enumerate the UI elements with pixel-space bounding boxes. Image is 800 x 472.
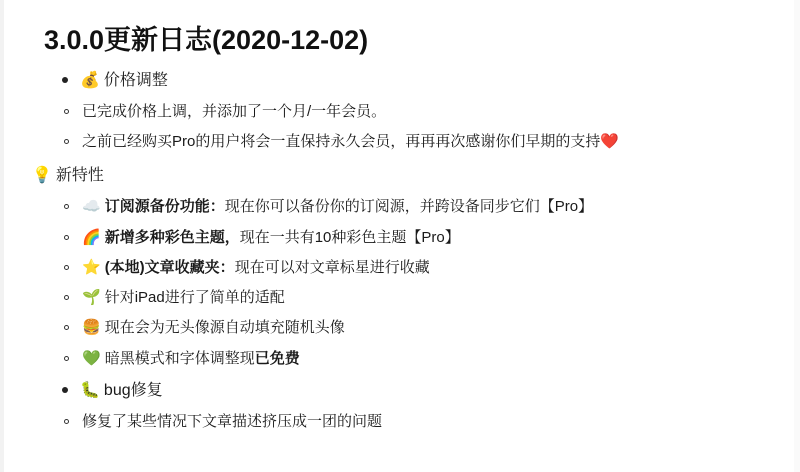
list-item-text: 现在可以对文章标星进行收藏 — [234, 258, 430, 276]
list-item — [62, 130, 776, 153]
feature-item-list — [24, 195, 776, 370]
left-margin-rule — [0, 0, 4, 472]
section-heading-bugfix — [60, 378, 776, 403]
list-item-text: 现在你可以备份你的订阅源，并跨设备同步它们【Pro】 — [224, 198, 594, 216]
list-item-text: 之前已经购买Pro的用户将会一直保持永久会员，再再再次感谢你们早期的支持❤️ — [82, 133, 620, 150]
hamburger-emoji: 🍔 — [82, 318, 101, 337]
list-item — [62, 256, 776, 279]
bugfix-item-list — [24, 410, 776, 433]
section-heading-price — [60, 68, 776, 93]
list-item — [62, 347, 776, 370]
list-item-emphasis: 已免费 — [254, 349, 300, 367]
list-item-text: 已完成价格上调，并添加了一个月/一年会员。 — [82, 102, 387, 120]
changelog-section-list — [24, 68, 776, 93]
list-item — [62, 316, 776, 339]
list-item-text: 修复了某些情况下文章描述挤压成一团的问题 — [82, 412, 383, 430]
section-heading-label: 新特性 — [55, 167, 104, 185]
list-item-text: 针对iPad进行了简单的适配 — [104, 289, 285, 306]
bug-emoji: 🐛 — [80, 379, 100, 399]
list-item — [62, 410, 776, 433]
list-item — [62, 100, 776, 123]
page-title: 3.0.0更新日志(2020-12-02) — [44, 25, 369, 55]
list-item-text: 现在会为无头像源自动填充随机头像 — [104, 319, 345, 337]
cloud-emoji: ☁️ — [82, 197, 101, 216]
list-item — [62, 195, 776, 218]
price-item-list — [24, 100, 776, 154]
list-item — [62, 226, 776, 249]
list-item-prefix: 订阅源备份功能： — [104, 198, 225, 216]
list-item-prefix: (本地)文章收藏夹： — [104, 258, 235, 276]
light-bulb-emoji: 💡 — [32, 165, 52, 185]
money-bag-emoji: 💰 — [80, 69, 100, 89]
section-heading-label: 价格调整 — [103, 71, 168, 89]
section-heading-features — [32, 163, 776, 188]
rainbow-emoji: 🌈 — [82, 227, 101, 246]
seedling-emoji: 🌱 — [82, 288, 101, 306]
right-scrollbar-track[interactable] — [794, 0, 800, 472]
green-heart-emoji: 💚 — [82, 348, 101, 367]
section-heading-label: bug修复 — [103, 381, 163, 399]
list-item — [62, 286, 776, 309]
star-emoji: ⭐ — [82, 257, 101, 276]
list-item-text: 现在一共有10种彩色主题【Pro】 — [239, 228, 460, 246]
bugfix-section-list — [24, 378, 776, 403]
list-item-prefix: 新增多种彩色主题， — [104, 228, 240, 246]
list-item-text: 暗黑模式和字体调整现 — [104, 349, 255, 367]
